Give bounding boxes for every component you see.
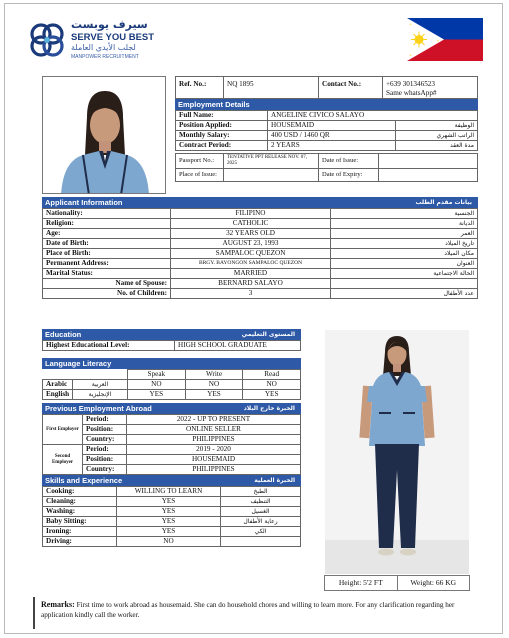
height-value: Height: 5'2 FT [325, 576, 398, 590]
weight-value: Weight: 66 KG [410, 578, 457, 587]
table-row: Place of Birth: SAMPALOC QUEZON مكان الميلاد [43, 249, 478, 259]
table-row: Highest Educational Level: HIGH SCHOOL GRADUATE [43, 341, 301, 351]
passport-table [175, 153, 478, 182]
brand-name: SERVE YOU BEST [71, 32, 155, 43]
table-row: Nationality: FILIPINO الجنسية [43, 209, 478, 219]
contact-label: Contact No.: [319, 77, 383, 99]
table-row: Monthly Salary: 400 USD / 1460 QR الراتب الشهري [176, 131, 478, 141]
table-row: Place of Issue: Date of Expiry: [176, 169, 478, 182]
contact-note: Same whatsApp# [386, 89, 437, 97]
skills-section-header: Skills and Experience الخبرة العملية [42, 475, 301, 486]
table-row: Speak Write Read [43, 370, 301, 380]
table-row: Position: HOUSEMAID [43, 455, 301, 465]
table-row: Washing: YES الغسيل [43, 507, 301, 517]
contact-value: +639 301346523 [386, 80, 435, 88]
left-column [42, 329, 301, 547]
serve-you-best-logo-icon [27, 20, 67, 60]
table-row: Driving: NO [43, 537, 301, 547]
table-row: No. of Children: 3 عدد الأطفال [43, 289, 478, 299]
table-row: Permanent Address: BRGY. BAYONGON SAMPALOC QUEZON العنوان [43, 259, 478, 269]
table-row: Passport No.: TENTATIVE PPT RELEASE NOV. 07, 2025 Date of Issue: [176, 154, 478, 169]
contact-cell [383, 77, 478, 99]
brand-arabic-name: سيرف يوبست [71, 18, 148, 31]
skills-table [42, 486, 301, 547]
remarks-label: Remarks: [41, 600, 75, 609]
table-row: Date of Birth: AUGUST 23, 1993 تاريخ الميلاد [43, 239, 478, 249]
table-row: First Employer Period: 2022 - UP TO PRESENT [43, 415, 301, 425]
table-row: Name of Spouse: BERNARD SALAYO [43, 279, 478, 289]
applicant-photo [42, 76, 166, 194]
table-row: Position Applied: HOUSEMAID الوظيفة [176, 121, 478, 131]
table-row: Full Name: ANGELINE CIVICO SALAYO [176, 111, 478, 121]
brand-logo [27, 18, 157, 64]
employment-table [175, 110, 478, 151]
table-row: Country: PHILIPPINES [43, 465, 301, 475]
previous-employment-section-header: Previous Employment Abroad الخبرة خارج البلاد [42, 403, 301, 414]
brand-tagline: MANPOWER RECRUITMENT [71, 54, 139, 60]
table-row: English الإنجليزية YES YES YES [43, 390, 301, 400]
table-row: Age: 32 YEARS OLD العمر [43, 229, 478, 239]
measurements-row [324, 575, 470, 591]
table-row: Marital Status: MARRIED الحالة الاجتماعية [43, 269, 478, 279]
table-row: Contract Period: 2 YEARS مدة العقد [176, 141, 478, 151]
ref-label: Ref. No.: [176, 77, 224, 99]
reference-block [175, 76, 478, 182]
language-section-header: Language Literacy [42, 358, 301, 369]
education-table [42, 340, 301, 351]
previous-employment-table [42, 414, 301, 475]
ref-value: NQ 1895 [224, 77, 319, 99]
remarks-box [33, 597, 479, 629]
table-row: Cooking: WILLING TO LEARN الطبخ [43, 487, 301, 497]
table-row: Ironing: YES الكي [43, 527, 301, 537]
applicant-section-header: Applicant Information بيانات مقدم الطلب [42, 197, 478, 208]
employment-section-header: Employment Details [175, 99, 478, 110]
table-row: Cleaning: YES التنظيف [43, 497, 301, 507]
remarks-text: First time to work abroad as housemaid. She can do household chores and willing to learn more. For any clarification regarding her application kindly call the worker. [41, 601, 455, 619]
applicant-table [42, 208, 478, 299]
brand-arabic-tagline: لجلب الأيدي العاملة [71, 43, 136, 52]
table-row: Position: ONLINE SELLER [43, 425, 301, 435]
language-table [42, 369, 301, 400]
biodata-page [4, 3, 503, 634]
table-row: Religion: CATHOLIC الديانة [43, 219, 478, 229]
table-row: Arabic العربية NO NO NO [43, 380, 301, 390]
education-section-header: Education المستوى التعليمي [42, 329, 301, 340]
full-body-photo [325, 330, 469, 574]
table-row: Country: PHILIPPINES [43, 435, 301, 445]
table-row: Baby Sitting: YES رعاية الأطفال [43, 517, 301, 527]
table-row: Second Employer Period: 2019 - 2020 [43, 445, 301, 455]
philippines-flag-icon [407, 18, 483, 61]
applicant-section [42, 197, 478, 299]
